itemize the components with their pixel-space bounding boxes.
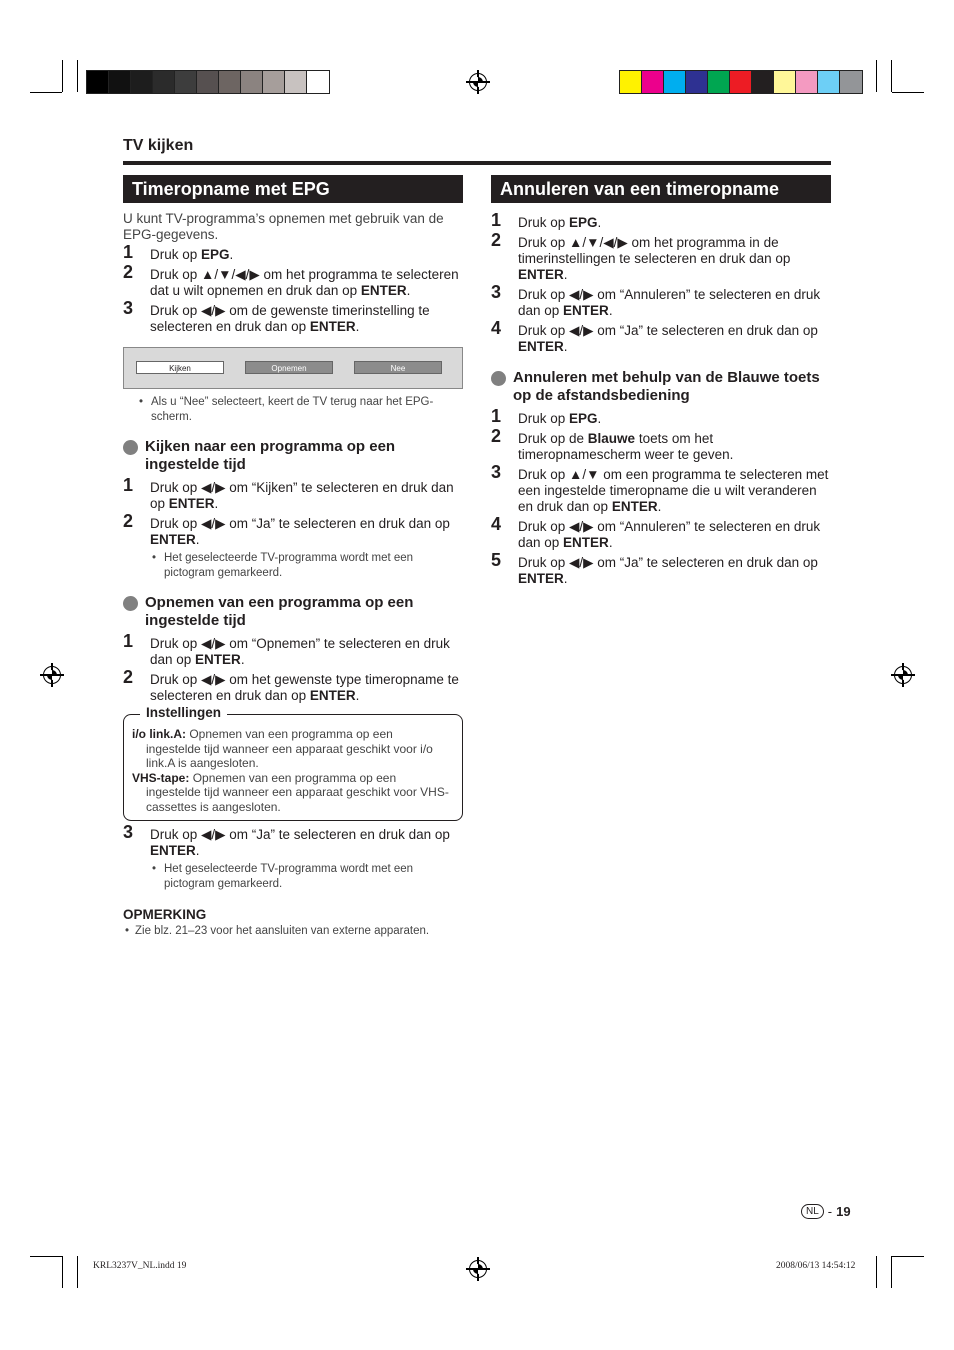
- header-rule: [123, 161, 831, 165]
- registration-mark-icon: [43, 666, 61, 684]
- step-item: 1 Druk op EPG.: [123, 242, 234, 262]
- grayscale-bar: [86, 70, 330, 94]
- language-badge: NL: [801, 1204, 824, 1219]
- step-number: 5: [491, 550, 502, 570]
- color-swatch: [241, 71, 263, 93]
- color-swatch: [664, 71, 686, 93]
- subheading-text: Annuleren met behulp van de Blauwe toets op de afstandsbediening: [513, 369, 820, 404]
- step-item: 2 Druk op de Blauwe toets om het timeropnamescherm weer te geven.: [491, 426, 734, 462]
- subheading-opnemen: [123, 594, 463, 630]
- color-swatch: [796, 71, 818, 93]
- step-item: 2 Druk op ▲/▼/◀/▶ om het programma te selecteren dat u wilt opnemen en druk dan op ENTER.: [123, 262, 459, 298]
- step-number: 2: [123, 262, 134, 282]
- settings-term: i/o link.A:: [132, 727, 186, 741]
- step-keyword: ENTER: [195, 652, 241, 667]
- screen-note: • Als u “Nee” selecteert, keert de TV terug naar het EPG-scherm.: [137, 395, 463, 424]
- step-number: 2: [491, 426, 502, 446]
- crop-mark: [892, 92, 924, 93]
- subheading-text: Opnemen van een programma op een ingestelde tijd: [145, 594, 414, 629]
- subheading-blauwe: [491, 369, 831, 405]
- color-swatch: [840, 71, 862, 93]
- timer-dialog-screen: [123, 347, 463, 389]
- color-swatch: [109, 71, 131, 93]
- step-number: 4: [491, 514, 502, 534]
- step-item: 3 Druk op ◀/▶ om “Annuleren” te selecteren en druk dan op ENTER.: [491, 282, 821, 318]
- intro-text: U kunt TV-programma’s opnemen met gebruik van de EPG-gegevens.: [123, 211, 444, 242]
- step-keyword: ENTER: [518, 571, 564, 586]
- color-swatch: [87, 71, 109, 93]
- sub2-note: • Het geselecteerde TV-programma wordt met een pictogram gemarkeerd.: [150, 862, 463, 891]
- step-item: 3 Druk op ▲/▼ om een programma te selecteren met een ingestelde timeropname die u wilt veranderen en druk dan op ENTER.: [491, 462, 829, 514]
- footer-date: 2008/06/13 14:54:12: [776, 1261, 856, 1271]
- sub1-steps: [123, 475, 463, 548]
- step-item: 1 Druk op ◀/▶ om “Opnemen” te selecteren en druk dan op ENTER.: [123, 631, 450, 667]
- color-swatch: [307, 71, 329, 93]
- crop-mark: [891, 60, 892, 92]
- subheading-text: Kijken naar een programma op een ingestelde tijd: [145, 438, 396, 473]
- right-heading: Annuleren van een timeropname: [491, 175, 831, 203]
- color-swatch: [219, 71, 241, 93]
- step-item: 3 Druk op ◀/▶ om “Ja” te selecteren en druk dan op ENTER.: [123, 822, 450, 858]
- settings-item: [132, 771, 454, 786]
- registration-mark-icon: [894, 666, 912, 684]
- color-swatch: [285, 71, 307, 93]
- crop-mark: [30, 1256, 62, 1257]
- step-item: 2 Druk op ◀/▶ om “Ja” te selecteren en druk dan op ENTER.: [123, 511, 450, 547]
- step-item: 4 Druk op ◀/▶ om “Ja” te selecteren en druk dan op ENTER.: [491, 318, 818, 354]
- settings-desc-cont: ingestelde tijd wanneer een apparaat geschikt voor i/o link.A is aangesloten.: [146, 741, 433, 770]
- bullet-dot-icon: [491, 371, 506, 386]
- step-keyword: ENTER: [611, 499, 658, 514]
- color-swatch: [642, 71, 664, 93]
- footer-file: KRL3237V_NL.indd 19: [93, 1261, 187, 1271]
- section-label: TV kijken: [123, 137, 194, 154]
- sub2-step3: [123, 822, 463, 859]
- step-keyword: EPG: [201, 247, 230, 262]
- color-swatch: [153, 71, 175, 93]
- sub2-steps: [123, 631, 463, 704]
- color-bar: [619, 70, 863, 94]
- step-keyword: ENTER: [518, 267, 564, 282]
- step-item: 2 Druk op ▲/▼/◀/▶ om het programma in de timerinstellingen te selecteren en druk dan op ENTER.: [491, 230, 791, 282]
- color-swatch: [752, 71, 774, 93]
- step-number: 2: [123, 667, 134, 687]
- step-keyword: ENTER: [150, 843, 196, 858]
- step-number: 3: [491, 282, 502, 302]
- step-keyword: ENTER: [563, 303, 609, 318]
- step-keyword: EPG: [569, 215, 598, 230]
- color-swatch: [818, 71, 840, 93]
- crop-mark: [876, 1256, 877, 1288]
- step-keyword: ENTER: [168, 496, 215, 511]
- step-number: 1: [123, 242, 134, 262]
- crop-mark: [876, 60, 877, 92]
- right-sub-steps: [491, 406, 831, 587]
- settings-item: [132, 727, 454, 742]
- page-sep: -: [827, 1204, 833, 1219]
- opnemen-button[interactable]: Opnemen: [245, 361, 333, 374]
- step-item: 2 Druk op ◀/▶ om het gewenste type timeropname te selecteren en druk dan op ENTER.: [123, 667, 459, 703]
- step-number: 1: [491, 210, 502, 230]
- settings-box: [123, 705, 463, 821]
- step-number: 2: [123, 511, 134, 531]
- step-item: 1 Druk op EPG.: [491, 406, 602, 426]
- left-steps: [123, 242, 463, 335]
- step-keyword: ENTER: [309, 319, 356, 334]
- bullet-dot-icon: [123, 596, 138, 611]
- color-swatch: [686, 71, 708, 93]
- crop-mark: [892, 1256, 924, 1257]
- step-keyword: ENTER: [518, 339, 564, 354]
- step-item: 1 Druk op ◀/▶ om “Kijken” te selecteren en druk dan op ENTER.: [123, 475, 454, 511]
- step-item: 4 Druk op ◀/▶ om “Annuleren” te selecteren en druk dan op ENTER.: [491, 514, 821, 550]
- step-item: 5 Druk op ◀/▶ om “Ja” te selecteren en druk dan op ENTER.: [491, 550, 818, 586]
- settings-title: Instellingen: [140, 706, 227, 721]
- page-number-value: 19: [836, 1204, 851, 1219]
- step-item: 1 Druk op EPG.: [491, 210, 602, 230]
- color-swatch: [131, 71, 153, 93]
- registration-mark-icon: [469, 1260, 487, 1278]
- crop-mark: [77, 1256, 78, 1288]
- step-number: 4: [491, 318, 502, 338]
- color-swatch: [175, 71, 197, 93]
- step-number: 3: [123, 822, 134, 842]
- right-steps: [491, 210, 831, 355]
- settings-desc-cont: ingestelde tijd wanneer een apparaat geschikt voor VHS-cassettes is aangesloten.: [146, 785, 449, 814]
- settings-desc: Opnemen van een programma op een: [189, 727, 393, 741]
- step-keyword: Blauwe: [587, 431, 636, 446]
- color-swatch: [774, 71, 796, 93]
- color-swatch: [730, 71, 752, 93]
- settings-term: VHS-tape:: [132, 770, 190, 785]
- nee-button[interactable]: Nee: [354, 361, 442, 374]
- settings-desc: Opnemen van een programma op een: [192, 770, 397, 785]
- page-number: [801, 1204, 851, 1219]
- subheading-kijken: [123, 438, 463, 474]
- step-number: 3: [123, 298, 134, 318]
- kijken-button[interactable]: Kijken: [136, 361, 224, 374]
- bullet-dot-icon: [123, 440, 138, 455]
- step-keyword: ENTER: [563, 535, 609, 550]
- color-swatch: [263, 71, 285, 93]
- step-number: 1: [123, 631, 134, 651]
- left-column: [123, 211, 463, 939]
- crop-mark: [77, 60, 78, 92]
- step-number: 2: [491, 230, 502, 250]
- step-keyword: ENTER: [309, 688, 356, 703]
- left-heading: Timeropname met EPG: [123, 175, 463, 203]
- step-number: 1: [123, 475, 134, 495]
- color-swatch: [197, 71, 219, 93]
- color-swatch: [708, 71, 730, 93]
- step-number: 1: [491, 406, 502, 426]
- note-title: OPMERKING: [123, 907, 207, 922]
- right-column: [491, 211, 831, 587]
- step-keyword: EPG: [569, 411, 598, 426]
- step-keyword: ENTER: [150, 532, 196, 547]
- color-swatch: [620, 71, 642, 93]
- step-number: 3: [491, 462, 502, 482]
- crop-mark: [30, 92, 62, 93]
- crop-mark: [62, 60, 63, 92]
- step-keyword: ENTER: [360, 283, 407, 298]
- registration-mark-icon: [469, 73, 487, 91]
- sub1-note: • Het geselecteerde TV-programma wordt met een pictogram gemarkeerd.: [150, 551, 463, 580]
- crop-mark: [891, 1256, 892, 1288]
- step-item: 3 Druk op ◀/▶ om de gewenste timerinstelling te selecteren en druk dan op ENTER.: [123, 298, 430, 334]
- crop-mark: [62, 1256, 63, 1288]
- note-text: • Zie blz. 21–23 voor het aansluiten van externe apparaten.: [123, 923, 463, 939]
